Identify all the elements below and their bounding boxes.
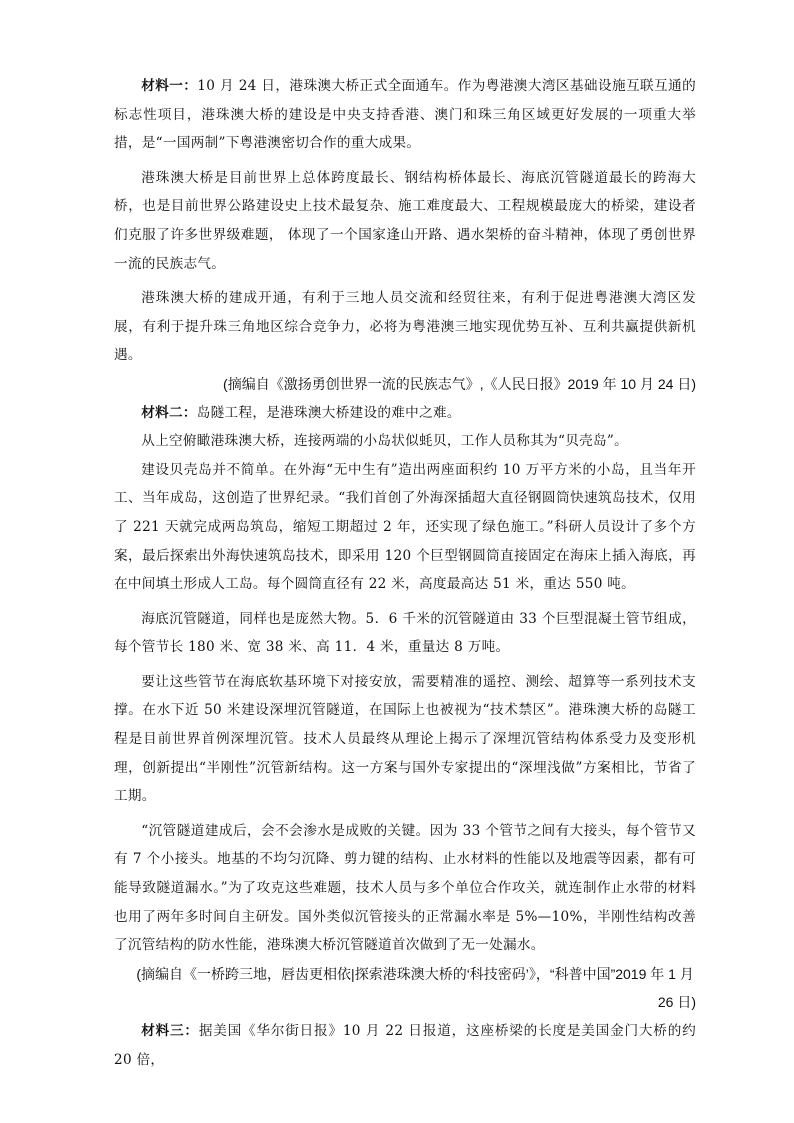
material2-paragraph-3: 建设贝壳岛并不简单。在外海“无中生有”造出两座面积约 10 万平方米的小岛，且当年开工、当年成岛，这创造了世界纪录。“我们首创了外海深插超大直径钢圆筒快速筑岛技术，仅用了 221 天就完成两岛筑岛，缩短工期超过 2 年，还实现了绿色施工。”科研人员设计了多个方案，最后探索出外海快速筑岛技术，即采用 120 个巨型钢圆筒直接固定在海床上插入海底，再在中间填土形成人工岛。每个圆筒直径有 22 米，高度最高达 51 米，重达 550 吨。 (114, 461, 696, 593)
material1-label: 材料一： (141, 78, 198, 93)
material2-paragraph-4: 海底沉管隧道，同样也是庞然大物。5．6 千米的沉管隧道由 33 个巨型混凝土管节组成，每个管节长 180 米、宽 38 米、高 11．4 米，重量达 8 万吨。 (114, 610, 696, 656)
material2-paragraph-6: “沉管隧道建成后，会不会渗水是成败的关键。因为 33 个管节之间有大接头，每个管节又有 7 个小接头。地基的不均匀沉降、剪力键的结构、止水材料的性能以及地震等因素，都有可能导致隧道漏水。”为了攻克这些难题，技术人员与多个单位合作攻关，就连制作止水带的材料也用了两年多时间自主研发。国外类似沉管接头的正常漏水率是 5%—10%，半刚性结构改善了沉管结构的防水性能，港珠澳大桥沉管隧道首次做到了无一处漏水。 (114, 822, 696, 954)
material2-source: (摘编自《一桥跨三地，唇齿更相依|探索港珠澳大桥的‘科技密码’》，“科普中国”2019 年 1 月 26 日) (136, 965, 696, 1011)
material2-paragraph-1 (114, 399, 696, 428)
material3-label: 材料三： (141, 1023, 199, 1038)
material3-p1-text: 据美国《华尔街日报》10 月 22 日报道，这座桥梁的长度是美国金门大桥的约 20 倍， (114, 1023, 696, 1068)
material1-p1-text: 10 月 24 日，港珠澳大桥正式全面通车。作为粤港澳大湾区基础设施互联互通的标志性项目，港珠澳大桥的建设是中央支持香港、澳门和珠三角区域更好发展的一项重大举措，是“一国两制”下粤港澳密切合作的重大成果。 (114, 78, 696, 152)
document-page (114, 72, 696, 1074)
material2-p1-text: 岛隧工程，是港珠澳大桥建设的难中之难。 (196, 404, 461, 421)
material2-paragraph-5: 要让这些管节在海底软基环境下对接安放，需要精准的遥控、测绘、超算等一系列技术支撑。在水下近 50 米建设深埋沉管隧道，在国际上也被视为“技术禁区”。港珠澳大桥的岛隧工程是目前世界首例深埋沉管。技术人员最终从理论上揭示了深埋沉管结构体系受力及变形机理，创新提出“半刚性”沉管新结构。这一方案与国外专家提出的“深埋浅做”方案相比，节省了工期。 (114, 673, 696, 805)
material1-paragraph-2: 港珠澳大桥是目前世界上总体跨度最长、钢结构桥体最长、海底沉管隧道最长的跨海大桥，也是目前世界公路建设史上技术最复杂、施工难度最大、工程规模最庞大的桥梁，建设者们克服了许多世界级难题， 体现了一个国家逢山开路、遇水架桥的奋斗精神，体现了勇创世界一流的民族志气。 (114, 169, 696, 272)
material1-paragraph-1 (114, 72, 696, 158)
material2-paragraph-2: 从上空俯瞰港珠澳大桥，连接两端的小岛状似蚝贝，工作人员称其为“贝壳岛”。 (141, 433, 629, 450)
material2-label: 材料二： (141, 404, 197, 420)
material3-paragraph-1 (114, 1017, 696, 1074)
material1-source: (摘编自《激扬勇创世界一流的民族志气》,《人民日报》2019 年 10 月 24 日) (223, 375, 696, 392)
material1-paragraph-3: 港珠澳大桥的建成开通，有利于三地人员交流和经贸往来，有利于促进粤港澳大湾区发展，有利于提升珠三角地区综合竞争力，必将为粤港澳三地实现优势互补、互利共赢提供新机遇。 (114, 290, 696, 364)
